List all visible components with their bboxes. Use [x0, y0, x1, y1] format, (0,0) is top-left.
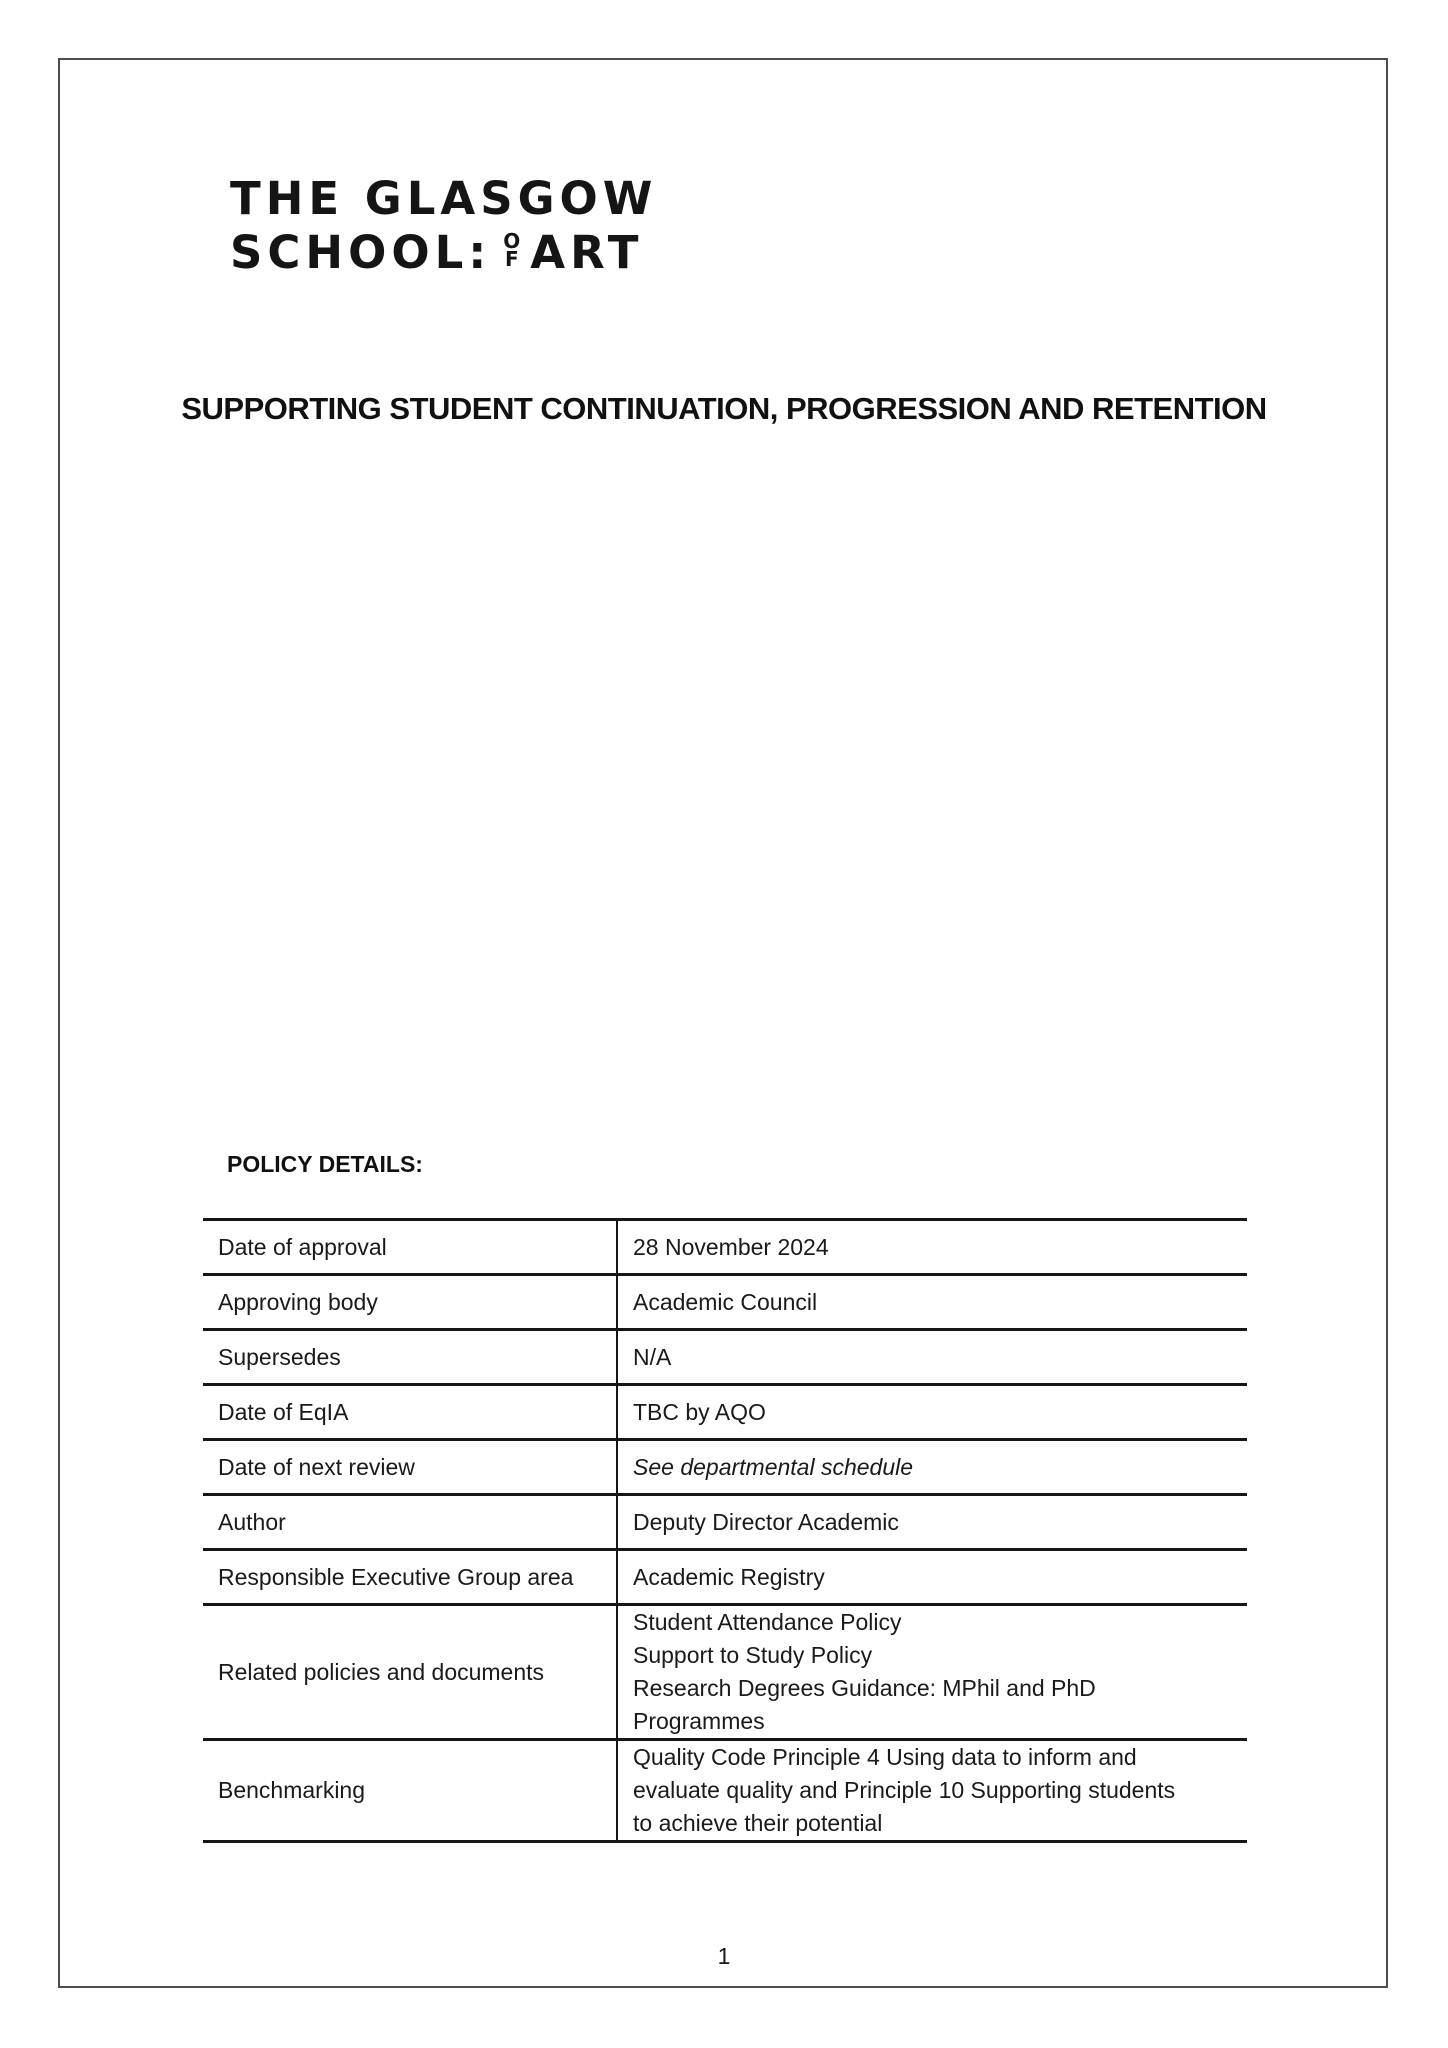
table-row: [203, 1275, 1247, 1330]
gsa-logo-line1: THE GLASGOW: [230, 172, 658, 225]
gsa-logo: [230, 172, 658, 279]
row-value-line: to achieve their potential: [633, 1810, 883, 1836]
table-row: [203, 1550, 1247, 1605]
row-label: Supersedes: [203, 1330, 617, 1385]
table-row: [203, 1220, 1247, 1275]
row-value-line: evaluate quality and Principle 10 Supporting students: [633, 1777, 1176, 1803]
row-value-line: Research Degrees Guidance: MPhil and PhD: [633, 1675, 1096, 1701]
policy-table-body: [203, 1220, 1247, 1842]
gsa-logo-of-bottom: F: [504, 247, 519, 272]
table-row: [203, 1330, 1247, 1385]
row-value-line: Support to Study Policy: [633, 1642, 873, 1668]
table-row: [203, 1740, 1247, 1842]
row-label: Date of next review: [203, 1440, 617, 1495]
row-label: Date of EqIA: [203, 1385, 617, 1440]
row-value: [617, 1220, 1247, 1275]
row-value-line: Programmes: [633, 1708, 765, 1734]
page-number: 1: [717, 1943, 731, 1969]
row-value: [617, 1550, 1247, 1605]
row-value-line: N/A: [633, 1343, 672, 1370]
row-label: Date of approval: [203, 1220, 617, 1275]
gsa-logo-art: ART: [530, 226, 644, 279]
row-value-line: Quality Code Principle 4 Using data to inform and: [633, 1744, 1137, 1770]
table-row: [203, 1495, 1247, 1550]
row-value: [617, 1330, 1247, 1385]
row-value: [617, 1740, 1247, 1842]
gsa-logo-of-stack: [503, 229, 521, 272]
gsa-logo-of-top: O: [503, 229, 521, 253]
row-value: [617, 1440, 1247, 1495]
gsa-logo-line2: [230, 226, 657, 279]
row-value-line: Deputy Director Academic: [633, 1508, 899, 1535]
row-value-line: Student Attendance Policy: [633, 1609, 902, 1635]
policy-table: [203, 1218, 1247, 1843]
gsa-logo-school: SCHOOL:: [230, 226, 492, 279]
policy-details-table: [203, 1218, 1247, 1843]
row-value-line: 28 November 2024: [633, 1233, 829, 1260]
row-value-line: TBC by AQO: [633, 1398, 766, 1425]
row-value: [617, 1495, 1247, 1550]
row-label: Author: [203, 1495, 617, 1550]
row-value: [617, 1275, 1247, 1330]
document-title: SUPPORTING STUDENT CONTINUATION, PROGRESSION AND RETENTION: [181, 391, 1267, 426]
row-value-line: Academic Registry: [633, 1563, 825, 1590]
row-label: Approving body: [203, 1275, 617, 1330]
table-row: [203, 1605, 1247, 1740]
row-label: Benchmarking: [203, 1740, 617, 1842]
table-row: [203, 1385, 1247, 1440]
row-value-line: Academic Council: [633, 1288, 818, 1315]
table-row: [203, 1440, 1247, 1495]
row-label: Related policies and documents: [203, 1605, 617, 1740]
row-value: [617, 1605, 1247, 1740]
row-value: [617, 1385, 1247, 1440]
row-value-line: See departmental schedule: [633, 1453, 914, 1480]
policy-details-heading: POLICY DETAILS:: [227, 1151, 423, 1177]
row-label: Responsible Executive Group area: [203, 1550, 617, 1605]
